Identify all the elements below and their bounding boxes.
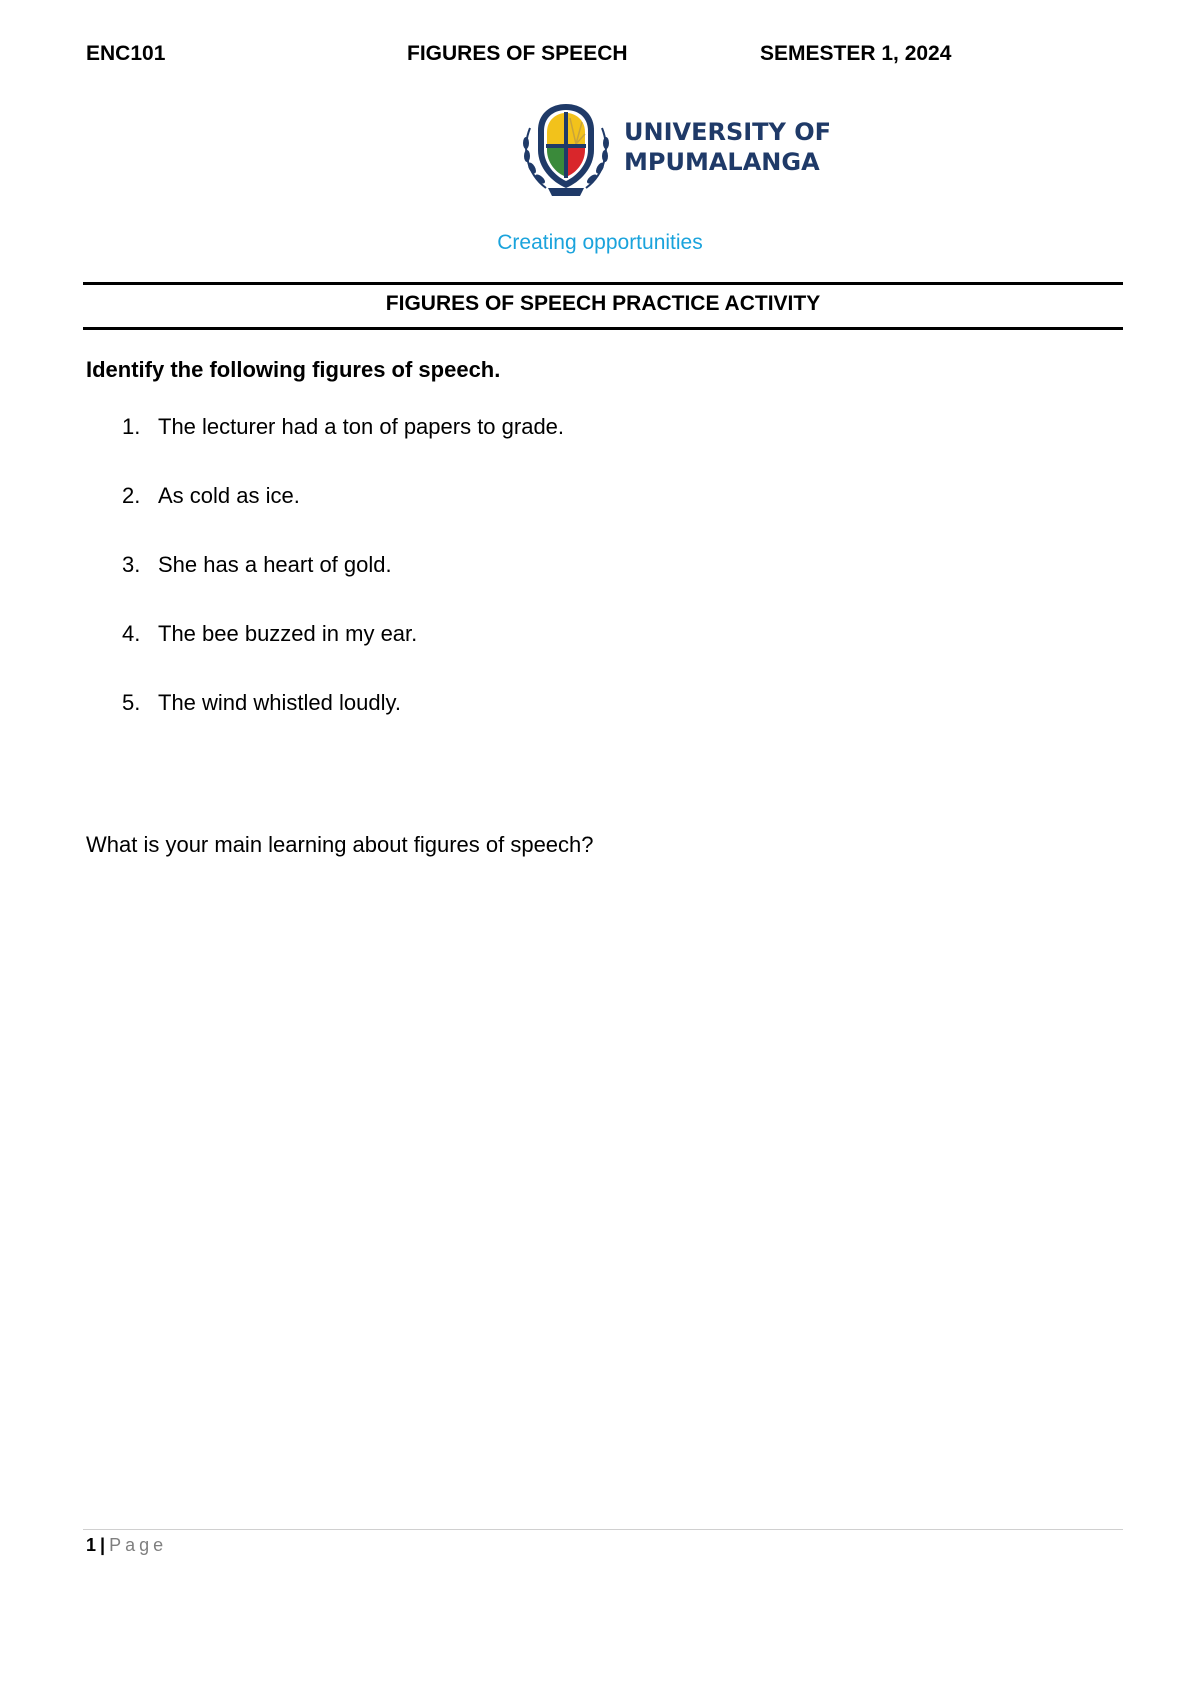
- question-number: 3.: [122, 552, 141, 577]
- list-item: [86, 414, 564, 483]
- question-text: As cold as ice.: [158, 483, 300, 508]
- question-text: The bee buzzed in my ear.: [158, 621, 418, 646]
- question-list: [86, 414, 564, 759]
- question-number: 5.: [122, 690, 141, 715]
- logo-line1: UNIVERSITY OF: [624, 118, 832, 146]
- list-item: [86, 483, 564, 552]
- activity-title: FIGURES OF SPEECH PRACTICE ACTIVITY: [385, 292, 821, 315]
- tagline: Creating opportunities: [497, 231, 703, 254]
- question-text: She has a heart of gold.: [158, 552, 392, 577]
- page-label: Page: [109, 1535, 168, 1555]
- question-text: The wind whistled loudly.: [158, 690, 401, 715]
- list-item: [86, 621, 564, 690]
- header-semester: SEMESTER 1, 2024: [760, 42, 952, 65]
- page-number: 1: [86, 1535, 97, 1555]
- instruction-heading: Identify the following figures of speech.: [86, 357, 501, 382]
- title-top-rule: [83, 282, 1123, 285]
- university-logo: [512, 88, 837, 208]
- question-text: The lecturer had a ton of papers to grade.: [158, 414, 565, 439]
- page-footer: [86, 1535, 167, 1556]
- footer-rule: [83, 1529, 1123, 1530]
- list-item: [86, 690, 564, 759]
- question-number: 4.: [122, 621, 141, 646]
- header-course-code: ENC101: [86, 42, 166, 65]
- footer-separator: |: [100, 1535, 106, 1555]
- question-number: 2.: [122, 483, 141, 508]
- question-number: 1.: [122, 414, 141, 439]
- title-bottom-rule: [83, 327, 1123, 330]
- list-item: [86, 552, 564, 621]
- header-topic: FIGURES OF SPEECH: [407, 42, 628, 65]
- logo-line2: MPUMALANGA: [624, 148, 820, 176]
- reflection-question: What is your main learning about figures of speech?: [86, 832, 594, 857]
